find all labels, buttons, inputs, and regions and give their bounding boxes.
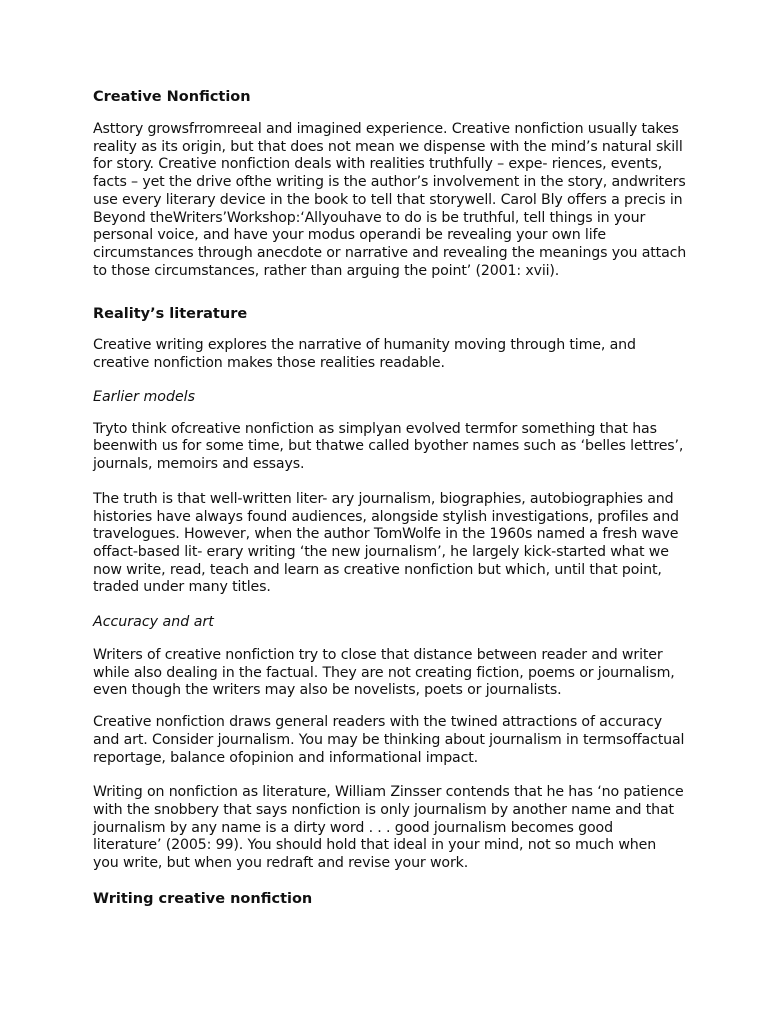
text-line: Creative nonfiction draws general readers with the twined attractions of accuracy <box>93 714 662 731</box>
text-line: journals, memoirs and essays. <box>93 456 305 473</box>
text-line: Asttory growsfrromreeal and imagined experience. Creative nonfiction usually takes <box>93 121 679 137</box>
text-line: Writers of creative nonfiction try to close that distance between reader and writer <box>93 647 663 664</box>
text-line: offact-based lit- erary writing ‘the new journalism’, he largely kick-started what we <box>93 543 669 560</box>
text-line: even though the writers may also be novelists, poets or journalists. <box>93 682 562 699</box>
paragraph-reality <box>93 337 683 372</box>
text-line: now write, read, teach and learn as creative nonfiction but which, until that point, <box>93 561 662 578</box>
text-line: reality as its origin, but that does not mean we dispense with the mind’s natural skill <box>93 138 683 155</box>
heading-creative-nonfiction: Creative Nonfiction <box>93 89 251 105</box>
text-line: you write, but when you redraft and revise your work. <box>93 855 469 872</box>
paragraph-intro <box>93 121 687 280</box>
text-line: Creative writing explores the narrative of humanity moving through time, and <box>93 337 636 354</box>
text-line: facts – yet the drive ofthe writing is the author’s involvement in the story, andwriters <box>93 174 686 191</box>
heading-realitys-literature: Reality’s literature <box>93 306 248 323</box>
paragraph-truth <box>93 491 683 597</box>
paragraph-writers <box>93 647 683 700</box>
text-line: beenwith us for some time, but thatwe called byother names such as ‘belles lettres’, <box>93 438 684 455</box>
text-line: creative nonfiction makes those realities readable. <box>93 355 445 372</box>
text-line: while also dealing in the factual. They are not creating fiction, poems or journalism, <box>93 664 675 681</box>
subheading-accuracy-and-art: Accuracy and art <box>93 614 214 631</box>
text-line: Writing on nonfiction as literature, William Zinsser contends that he has ‘no patience <box>93 784 684 801</box>
text-line: use every literary device in the book to tell that storywell. Carol Bly offers a precis in <box>93 191 683 208</box>
text-line: travelogues. However, when the author TomWolfe in the 1960s named a fresh wave <box>93 526 679 543</box>
document-page <box>93 88 687 908</box>
text-line: Beyond theWriters’Workshop:‘Allyouhave to do is be truthful, tell things in your <box>93 209 646 226</box>
text-line: traded under many titles. <box>93 579 271 596</box>
text-line: circumstances through anecdote or narrative and revealing the meanings you attach <box>93 244 687 261</box>
paragraph-zinsser <box>93 784 683 873</box>
text-line: The truth is that well-written liter- ary journalism, biographies, autobiographies and <box>93 490 674 507</box>
text-line: reportage, balance ofopinion and informational impact. <box>93 749 479 766</box>
subheading-earlier-models: Earlier models <box>93 388 196 405</box>
text-line: Tryto think ofcreative nonfiction as simplyan evolved termfor something that has <box>93 420 657 437</box>
paragraph-earlier-models <box>93 421 683 474</box>
text-line: for story. Creative nonfiction deals with realities truthfully – expe- riences, events, <box>93 156 663 173</box>
text-line: to those circumstances, rather than arguing the point’ (2001: xvii). <box>93 262 560 279</box>
text-line: histories have always found audiences, alongside stylish investigations, profiles and <box>93 508 679 525</box>
text-line: literature’ (2005: 99). You should hold that ideal in your mind, not so much when <box>93 837 657 854</box>
text-line: with the snobbery that says nonfiction is only journalism by another name and that <box>93 801 674 818</box>
paragraph-accuracy <box>93 714 683 767</box>
text-line: and art. Consider journalism. You may be thinking about journalism in termsoffactual <box>93 731 685 748</box>
text-line: personal voice, and have your modus operandi be revealing your own life <box>93 227 606 244</box>
text-line: journalism by any name is a dirty word . . . good journalism becomes good <box>93 819 613 836</box>
heading-writing-creative-nonfiction: Writing creative nonfiction <box>93 890 313 907</box>
